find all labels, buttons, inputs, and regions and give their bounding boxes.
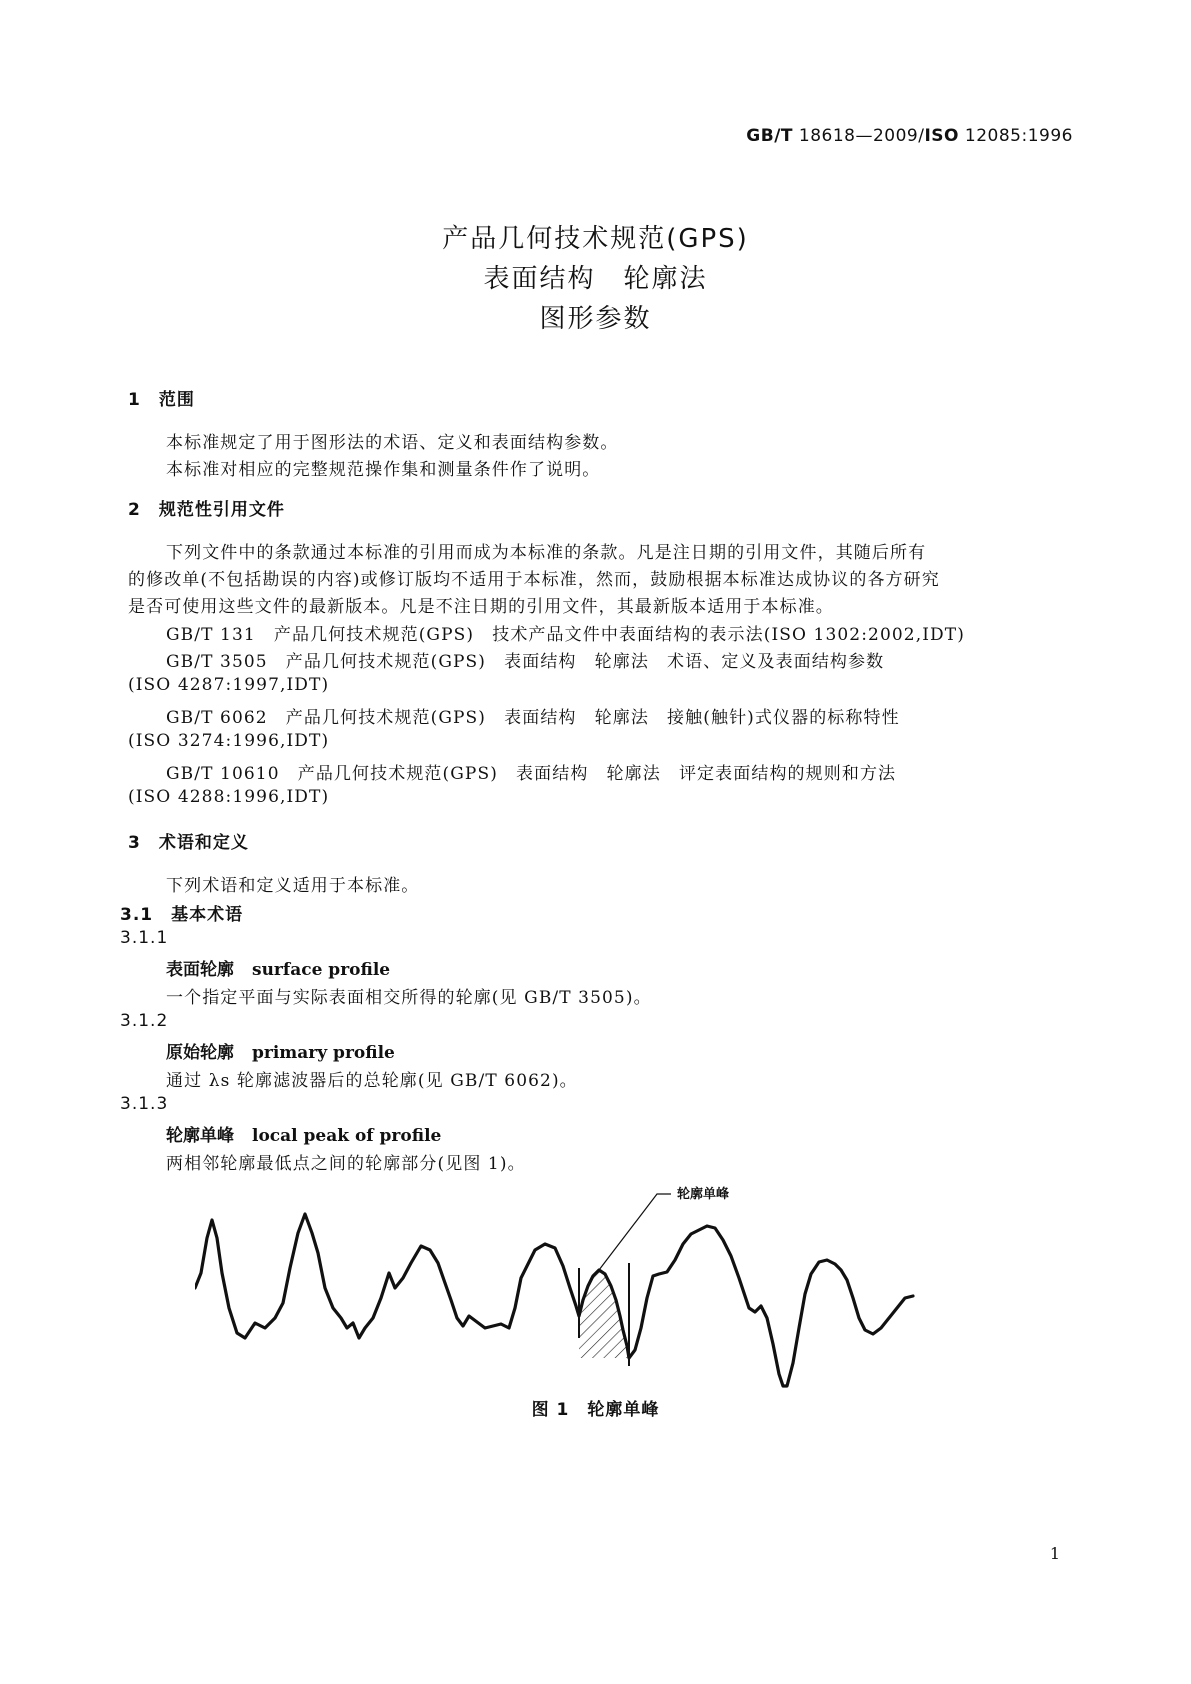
callout-leader-line: [599, 1194, 671, 1270]
reference-gbt3505-iso: (ISO 4287:1997,IDT): [128, 675, 330, 695]
callout-label: 轮廓单峰: [677, 1187, 730, 1202]
term-zh: 轮廓单峰: [166, 1126, 234, 1146]
surface-profile-curve: [195, 1214, 913, 1386]
reference-gbt6062-iso: (ISO 3274:1996,IDT): [128, 731, 330, 751]
term-en: surface profile: [252, 960, 391, 980]
term-surface-profile: [166, 955, 390, 980]
reference-gbt3505: GB/T 3505 产品几何技术规范(GPS) 表面结构 轮廓法 术语、定义及表面结构参数: [166, 652, 885, 672]
standard-header: [746, 126, 1073, 146]
term-primary-profile: [166, 1038, 395, 1063]
term-definition-3-1-3: 两相邻轮廓最低点之间的轮廓部分(见图 1)。: [166, 1154, 526, 1174]
iso-number: 12085:1996: [964, 126, 1073, 146]
section-2-heading: 2 规范性引用文件: [128, 500, 285, 520]
section-2-intro-line-1: 下列文件中的条款通过本标准的引用而成为本标准的条款。凡是注日期的引用文件，其随后所有: [166, 543, 927, 563]
iso-prefix: ISO: [924, 126, 960, 146]
subsection-3-1-heading: 3.1 基本术语: [120, 905, 244, 925]
section-2-intro-line-3: 是否可使用这些文件的最新版本。凡是不注日期的引用文件，其最新版本适用于本标准。: [128, 597, 834, 617]
reference-gbt131: GB/T 131 产品几何技术规范(GPS) 技术产品文件中表面结构的表示法(ISO 1302:2002,IDT): [166, 625, 965, 645]
standard-prefix: GB/T: [746, 126, 793, 146]
term-number-3-1-3: 3.1.3: [120, 1094, 169, 1114]
term-definition-3-1-2: 通过 λs 轮廓滤波器后的总轮廓(见 GB/T 6062)。: [166, 1071, 578, 1091]
page-number: 1: [1049, 1544, 1060, 1563]
title-line-1: 产品几何技术规范(GPS): [442, 224, 749, 254]
section-1-para-2: 本标准对相应的完整规范操作集和测量条件作了说明。: [166, 460, 601, 480]
reference-gbt10610-iso: (ISO 4288:1996,IDT): [128, 787, 330, 807]
reference-gbt10610: GB/T 10610 产品几何技术规范(GPS) 表面结构 轮廓法 评定表面结构的规则和方法: [166, 764, 897, 784]
hatched-peak-area: [579, 1270, 629, 1358]
title-line-3: 图形参数: [539, 304, 652, 334]
term-number-3-1-2: 3.1.2: [120, 1011, 169, 1031]
figure-caption: 图 1 轮廓单峰: [531, 1400, 660, 1420]
figure-local-peak-diagram: [195, 1178, 925, 1398]
term-en: local peak of profile: [252, 1126, 442, 1146]
reference-gbt6062: GB/T 6062 产品几何技术规范(GPS) 表面结构 轮廓法 接触(触针)式仪器的标称特性: [166, 708, 900, 728]
section-3-intro: 下列术语和定义适用于本标准。: [166, 876, 420, 896]
standard-number: 18618—2009/: [798, 126, 925, 146]
term-en: primary profile: [252, 1043, 395, 1063]
term-zh: 表面轮廓: [166, 960, 234, 980]
term-number-3-1-1: 3.1.1: [120, 928, 169, 948]
section-3-heading: 3 术语和定义: [128, 833, 249, 853]
section-1-para-1: 本标准规定了用于图形法的术语、定义和表面结构参数。: [166, 433, 619, 453]
term-local-peak: [166, 1121, 441, 1146]
term-zh: 原始轮廓: [166, 1043, 234, 1063]
title-line-2: 表面结构 轮廓法: [483, 264, 708, 294]
term-definition-3-1-1: 一个指定平面与实际表面相交所得的轮廓(见 GB/T 3505)。: [166, 988, 652, 1008]
section-2-intro-line-2: 的修改单(不包括勘误的内容)或修订版均不适用于本标准，然而，鼓励根据本标准达成协议的各方研究: [128, 570, 940, 590]
section-1-heading: 1 范围: [128, 390, 195, 410]
